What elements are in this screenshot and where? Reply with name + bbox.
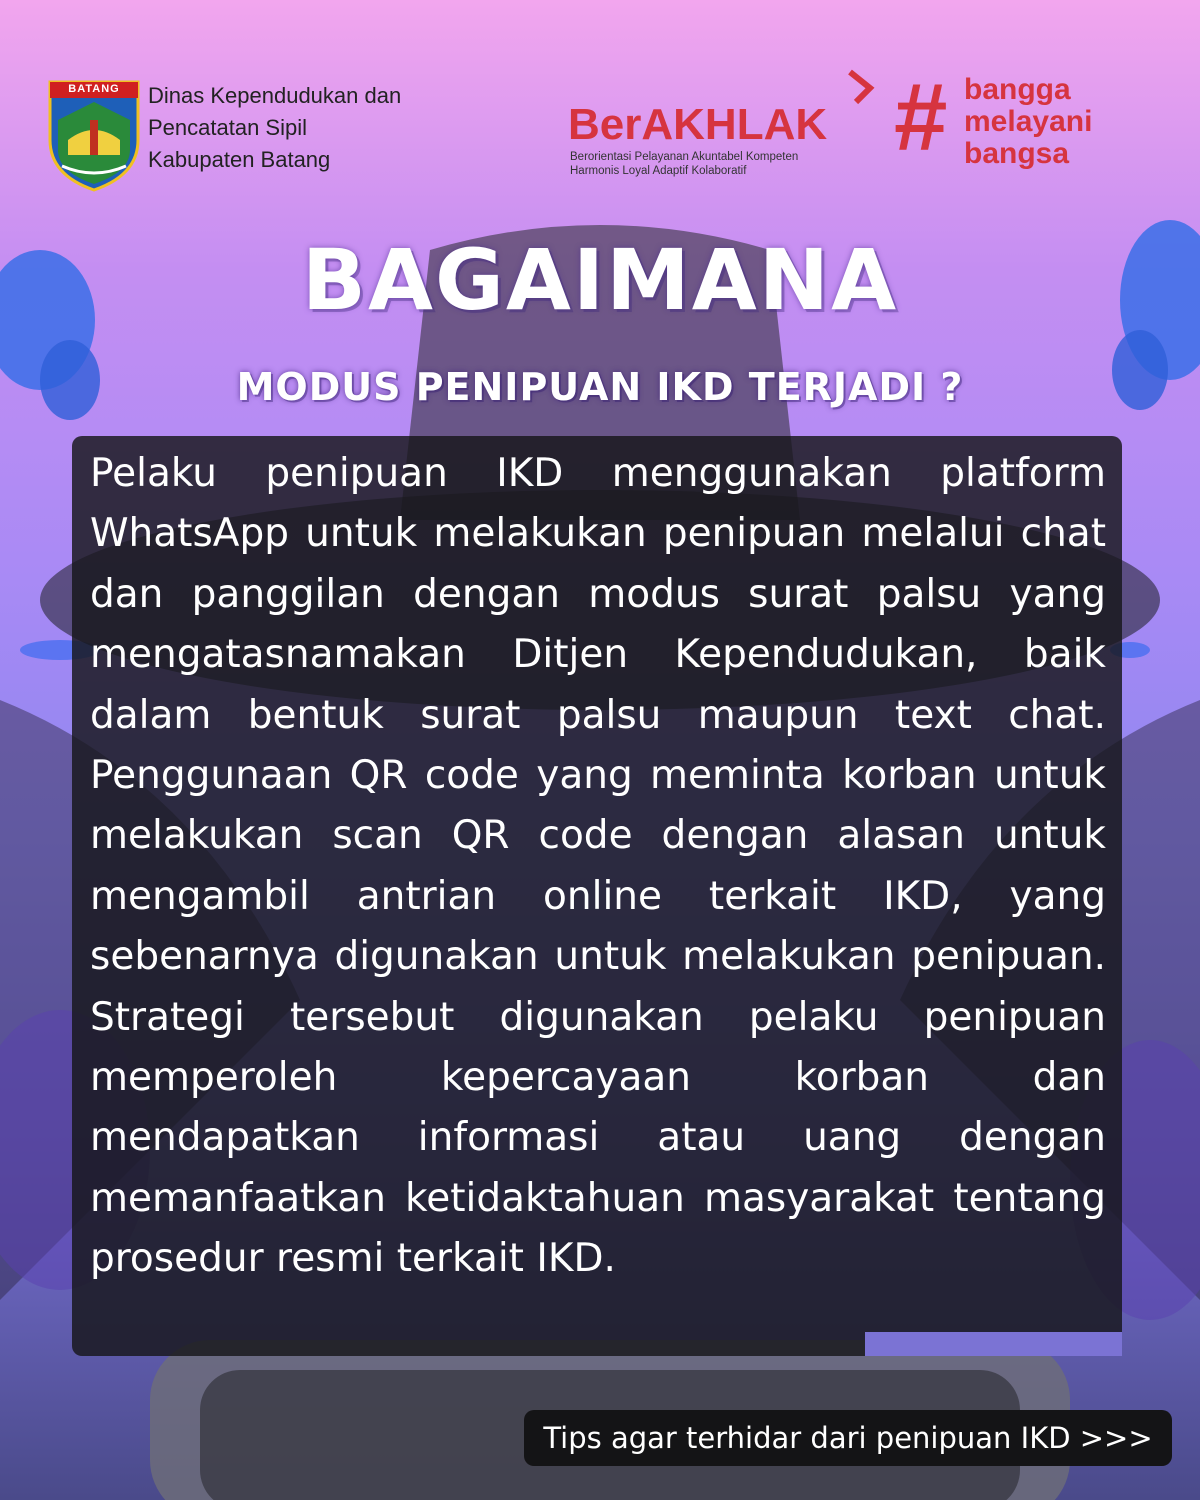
bangga-melayani-bangsa-logo [894,64,1134,174]
tips-next-button[interactable]: Tips agar terhidar dari penipuan IKD >>> [524,1410,1172,1466]
agency-line-1: Dinas Kependudukan dan [148,83,402,108]
chevron-right-icon [846,68,876,108]
berakhlak-tagline-2: Harmonis Loyal Adaptif Kolaboratif [570,165,747,177]
page-title: BAGAIMANA [301,231,899,329]
berakhlak-tagline [570,150,798,178]
agency-line-2: Pencatatan Sipil [148,115,307,140]
bangga-line-2: melayani [964,105,1093,138]
batang-regency-logo [48,80,140,192]
berakhlak-tagline-1: Berorientasi Pelayanan Akuntabel Kompeten [570,151,799,163]
bangga-text [964,74,1092,170]
header [0,0,1200,210]
berakhlak-wordmark: BerAKHLAK [568,100,828,149]
bangga-line-3: bangsa [964,137,1070,170]
berakhlak-logo [568,72,878,182]
hashtag-icon: # [894,64,948,171]
agency-name [148,80,478,176]
agency-line-3: Kabupaten Batang [148,147,331,172]
body-text: Pelaku penipuan IKD menggunakan platform WhatsApp untuk melakukan penipuan melalui chat dan panggilan dengan modus surat palsu yang mengatasnamakan Ditjen Kependudukan, baik dalam bentuk surat palsu maupun text chat. Penggunaan QR code yang meminta korban untuk melakukan scan QR code dengan alasan untuk mengambil antrian online terkait IKD, yang sebenarnya digunakan untuk melakukan penipuan. Strategi tersebut digunakan pelaku penipuan memperoleh kepercayaan korban dan mendapatkan informasi atau uang dengan memanfaatkan ketidaktahuan masyarakat tentang prosedur resmi terkait IKD. [90,451,1106,1282]
logo-caption: BATANG [68,83,120,95]
bangga-line-1: bangga [964,73,1071,106]
page-subtitle: MODUS PENIPUAN IKD TERJADI ? [236,365,964,409]
